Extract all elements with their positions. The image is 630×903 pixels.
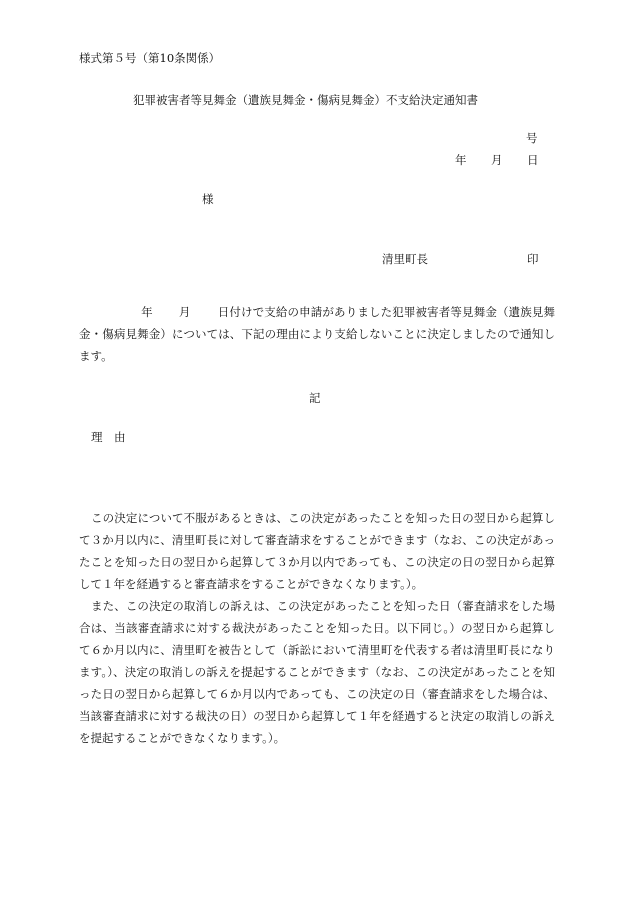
form-label: 様式第５号（第10条関係） [79,51,221,65]
ki-heading: 記 [309,391,321,405]
document-title: 犯罪被害者等見舞金（遺族見舞金・傷病見舞金）不支給決定通知書 [133,93,478,107]
intro-paragraph [79,301,555,367]
addressee-suffix: 様 [202,192,214,206]
seal-mark: 印 [527,252,539,266]
reason-label: 理 由 [91,430,126,444]
issue-date-year: 年 [455,153,467,167]
intro-text: 日付けで支給の申請がありました犯罪被害者等見舞金（遺族見舞金・傷病見舞金）については、下記の理由により支給しないことに決定しましたので通知します。 [79,305,556,363]
appeal-notice-paragraph: この決定について不服があるときは、この決定があったことを知った日の翌日から起算して３か月以内に、清里町長に対して審査請求をすることができます（なお、この決定があったことを知った日の翌日から起算して３か月以内であっても、この決定の日の翌日から起算して１年を経過すると審査請求をすることができなくなります。）。 [79,511,555,591]
issue-date-month: 月 [491,153,503,167]
issue-date-day: 日 [527,153,539,167]
document-number-suffix: 号 [526,131,538,145]
lawsuit-notice-paragraph: また、この決定の取消しの訴えは、この決定があったことを知った日（審査請求をした場合は、当該審査請求に対する裁決があったことを知った日。以下同じ。）の翌日から起算して６か月以内に、清里町を被告として（訴訟において清里町を代表する者は清里町長になります。）、決定の取消しの訴えを提起することができます（なお、この決定があったことを知った日の翌日から起算して６か月以内であっても、この決定の日（審査請求をした場合は、当該審査請求に対する裁決の日）の翌日から起算して１年を経過すると決定の取消しの訴えを提起することができなくなります。）。 [79,599,555,745]
intro-month: 月 [178,305,191,319]
intro-year: 年 [141,305,153,319]
issuer-name: 清里町長 [382,252,428,266]
